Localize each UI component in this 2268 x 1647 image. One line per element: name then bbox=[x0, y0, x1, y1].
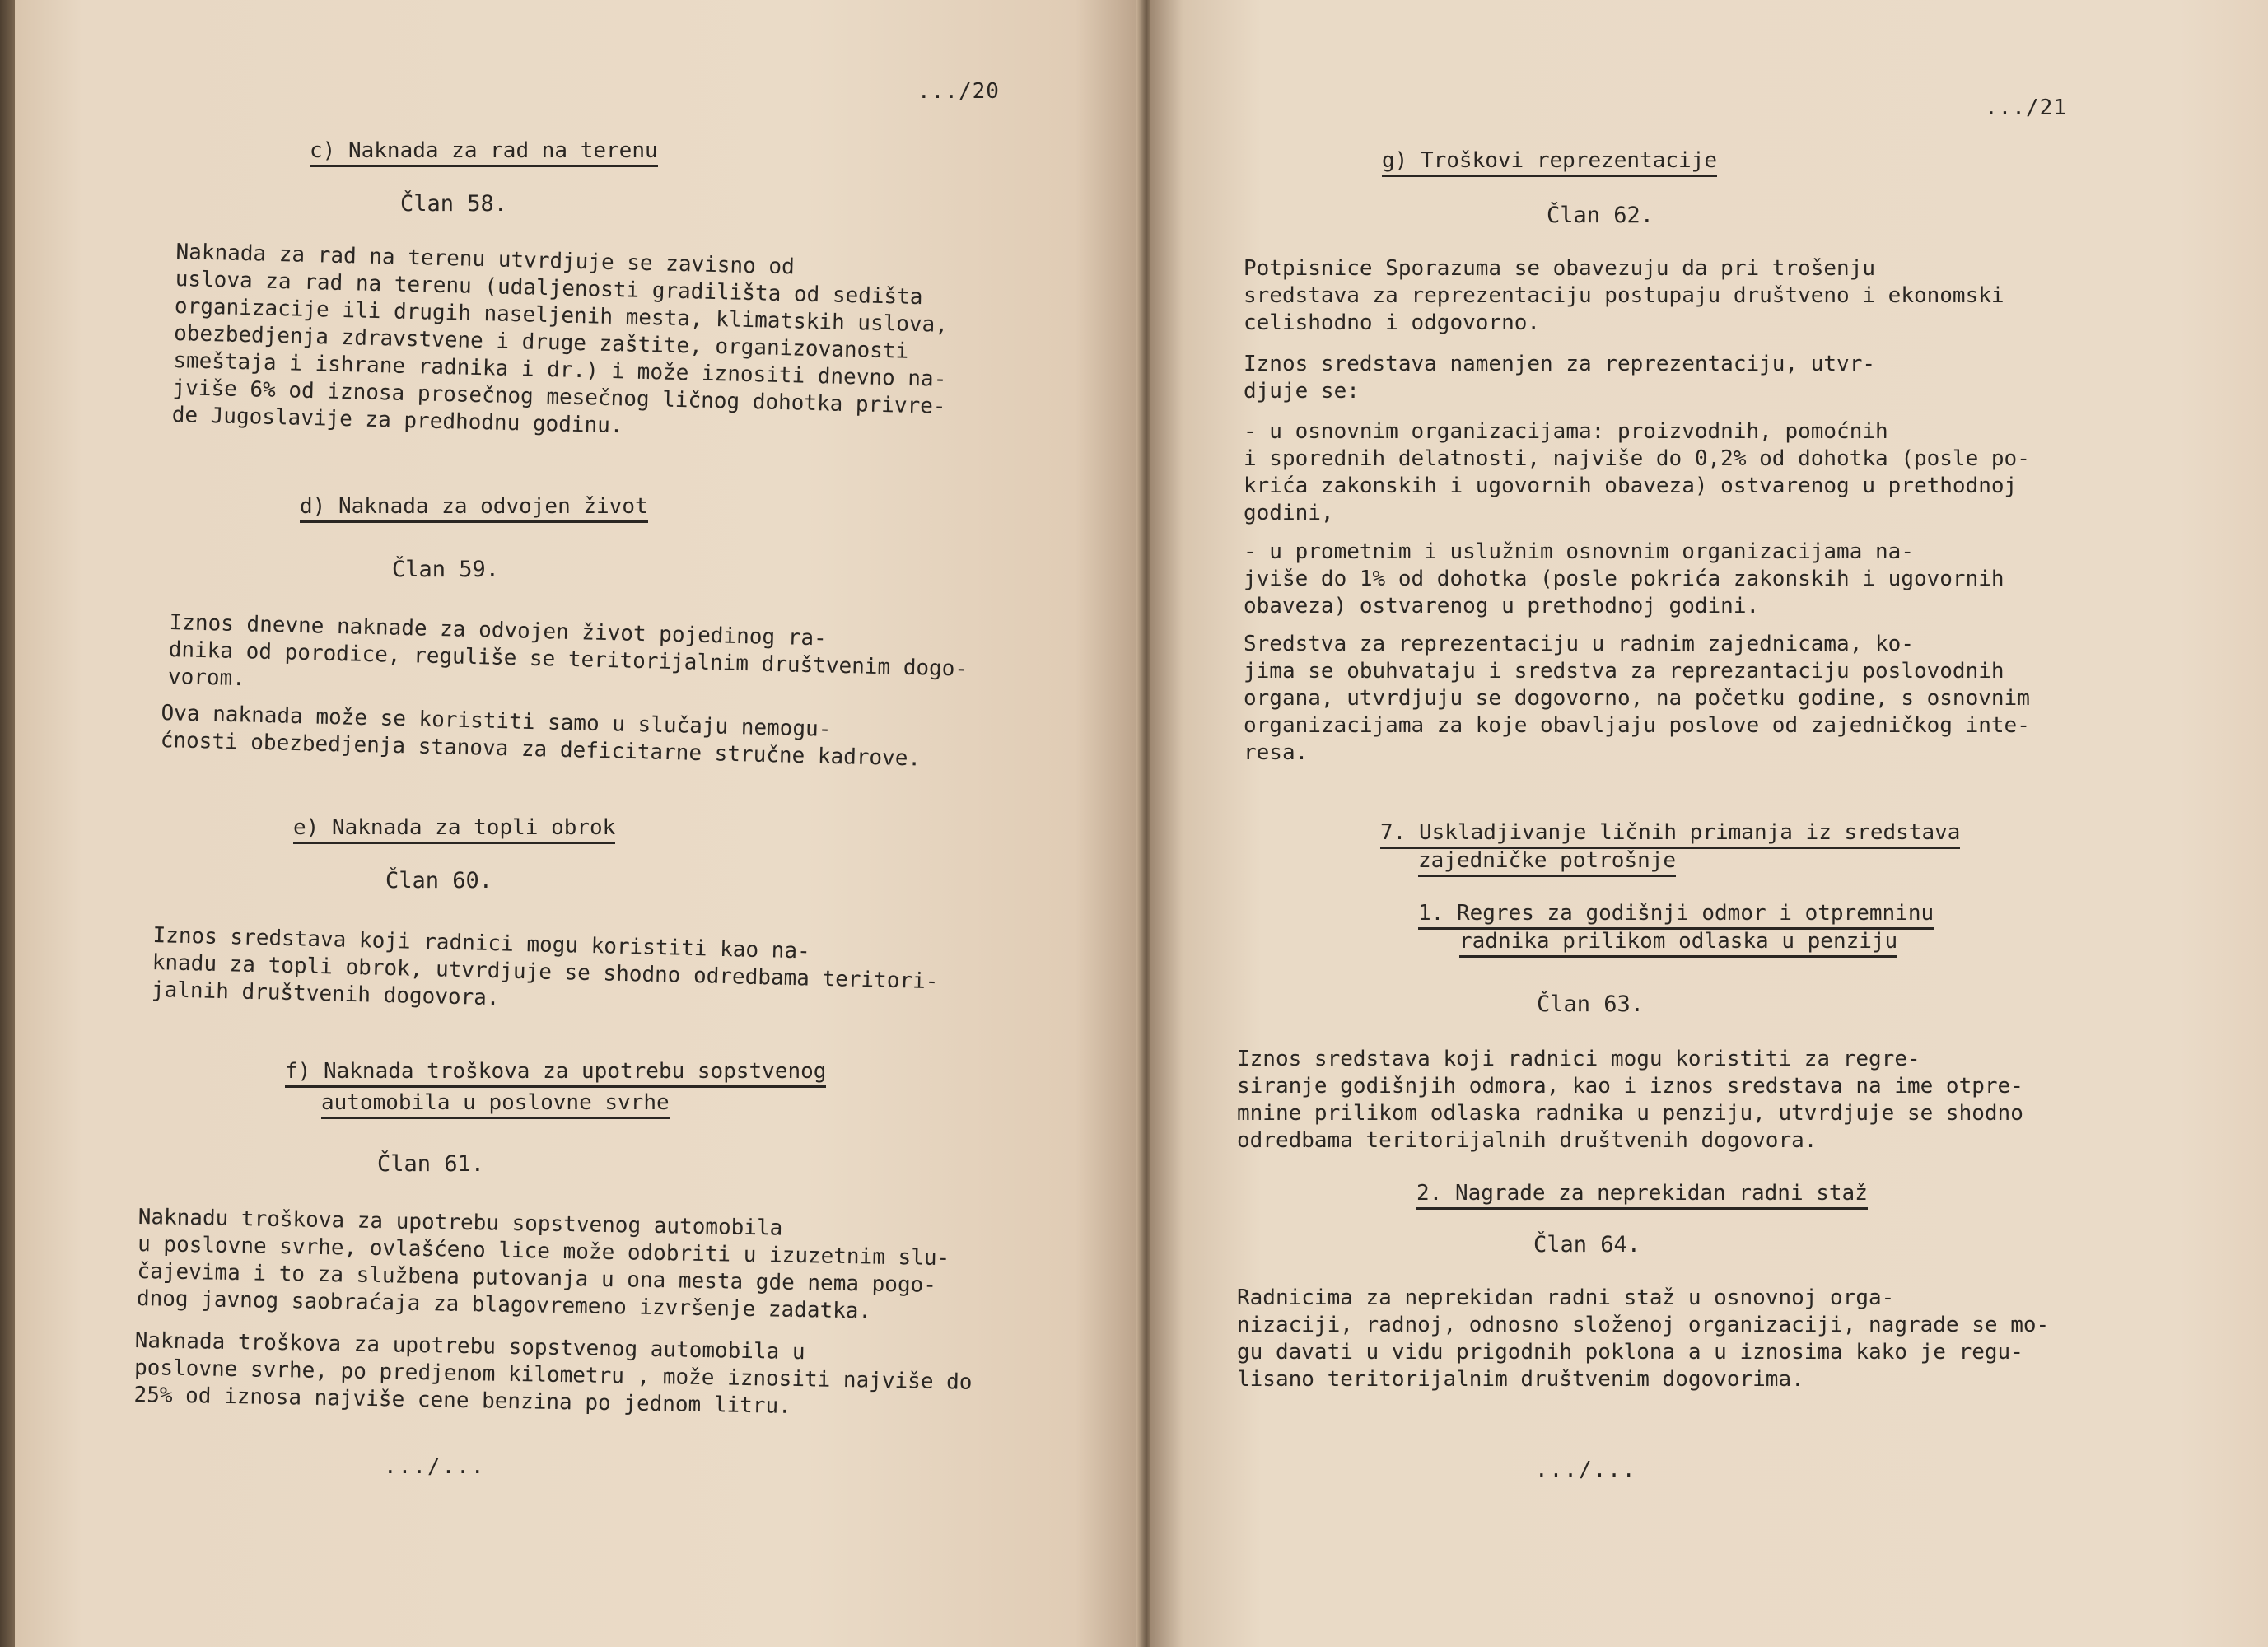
section-heading: 1. Regres za godišnji odmor i otpremninu bbox=[1418, 901, 1934, 926]
section-heading: e) Naknada za topli obrok bbox=[293, 815, 615, 840]
page-footer: .../... bbox=[1535, 1458, 1637, 1482]
book-edge bbox=[0, 0, 15, 1647]
section-heading: zajedničke potrošnje bbox=[1418, 848, 1676, 873]
article-text: Iznos sredstava namenjen za reprezentaciju, utvr- djuje se: bbox=[1244, 352, 1876, 404]
article-text: - u prometnim i uslužnim osnovnim organizacijama na- jviše do 1% od dohotka (posle pokrića zakonskih i ugovornih obaveza) ostvarenog u prethodnoj godini. bbox=[1244, 539, 2004, 618]
article-text: - u osnovnim organizacijama: proizvodnih, pomoćnih i sporednih delatnosti, najviše do 0,2% od dohotka (posle po- krića zakonskih i ugovornih obaveza) ostvarenog u prethodnoj godini, bbox=[1244, 419, 2030, 525]
article-number: Član 64. bbox=[1533, 1232, 1641, 1257]
section-heading: 2. Nagrade za neprekidan radni staž bbox=[1416, 1181, 1868, 1206]
article-number: Član 59. bbox=[392, 557, 500, 582]
article-number: Član 61. bbox=[377, 1151, 485, 1177]
page-number: .../20 bbox=[917, 79, 1000, 104]
article-text: Naknada troškova za upotrebu sopstvenog automobila u poslovne svrhe, po predjenom kilometru , može iznositi najviše do 25% od iznosa najviše cene benzina po jednom litru. bbox=[133, 1327, 973, 1419]
article-text: Radnicima za neprekidan radni staž u osnovnoj orga- nizaciji, radnoj, odnosno složenoj organizaciji, nagrade se mo- gu davati u vidu prigodnih poklona a u iznosima kako je regu- lisano teritorijalnim društvenim dogovorima. bbox=[1237, 1285, 2050, 1392]
article-text: Naknadu troškova za upotrebu sopstvenog automobila u poslovne svrhe, ovlašćeno lice može odobriti u izuzetnim slu- čajevima i to za službena putovanja u ona mesta gde nema pogo- dnog javnog saobraćaja za blagovremeno izvršenje zadatka. bbox=[136, 1204, 950, 1324]
section-heading: f) Naknada troškova za upotrebu sopstvenog bbox=[285, 1059, 826, 1084]
article-number: Član 58. bbox=[400, 191, 508, 217]
page-number: .../21 bbox=[1985, 96, 2067, 120]
article-text: Sredstva za reprezentaciju u radnim zajednicama, ko- jima se obuhvataju i sredstva za reprezantaciju poslovodnih organa, utvrdjuju se dogovorno, na početku godine, s osnovnim organizacijama za koje obavljaju poslove od zajedničkog inte- resa. bbox=[1244, 632, 2030, 765]
page-footer: .../... bbox=[384, 1454, 486, 1479]
article-text: Ova naknada može se koristiti samo u slučaju nemogu- ćnosti obezbedjenja stanova za deficitarne stručne kadrove. bbox=[160, 700, 922, 772]
article-text: Naknada za rad na terenu utvrdjuje se zavisno od uslova za rad na terenu (udaljenosti gradilišta od sedišta organizacije ili drugih naseljenih mesta, klimatskih uslova, obezbedjenja zdravstvene i druge zaštite, organizovanosti smeštaja i ishrane radnika i dr.) i može iznositi dnevno na- jviše 6% od iznosa prosečnog mesečnog ličnog dohotka privre- de Jugoslavije za predhodnu godinu. bbox=[171, 239, 949, 439]
article-text: Iznos dnevne naknade za odvojen život pojedinog ra- dnika od porodice, reguliše se teritorijalnim društvenim dogo- vorom. bbox=[167, 609, 968, 692]
article-text: Iznos sredstava koji radnici mogu koristiti za regre- siranje godišnjih odmora, kao i iznos sredstava na ime otpre- mnine prilikom odlaska radnika u penziju, utvrdjuje se shodno odredbama teritorijalnih društvenih dogovora. bbox=[1237, 1047, 2023, 1153]
section-heading: c) Naknada za rad na terenu bbox=[310, 138, 658, 163]
section-heading: d) Naknada za odvojen život bbox=[300, 494, 648, 519]
section-heading: 7. Uskladjivanje ličnih primanja iz sredstava bbox=[1380, 820, 1960, 845]
left-page bbox=[15, 0, 1143, 1647]
section-heading: radnika prilikom odlaska u penziju bbox=[1459, 929, 1897, 954]
section-heading: automobila u poslovne svrhe bbox=[321, 1090, 670, 1115]
article-number: Član 63. bbox=[1537, 991, 1645, 1017]
article-number: Član 60. bbox=[385, 868, 493, 893]
article-text: Potpisnice Sporazuma se obavezuju da pri trošenju sredstava za reprezentaciju postupaju društveno i ekonomski celishodno i odgovorno. bbox=[1244, 256, 2004, 335]
right-page bbox=[1150, 0, 2268, 1647]
section-heading: g) Troškovi reprezentacije bbox=[1382, 148, 1717, 173]
article-text: Iznos sredstava koji radnici mogu koristiti kao na- knadu za topli obrok, utvrdjuje se shodno odredbama teritori- jalnih društvenih dogovora. bbox=[151, 922, 939, 1011]
article-number: Član 62. bbox=[1547, 203, 1654, 228]
